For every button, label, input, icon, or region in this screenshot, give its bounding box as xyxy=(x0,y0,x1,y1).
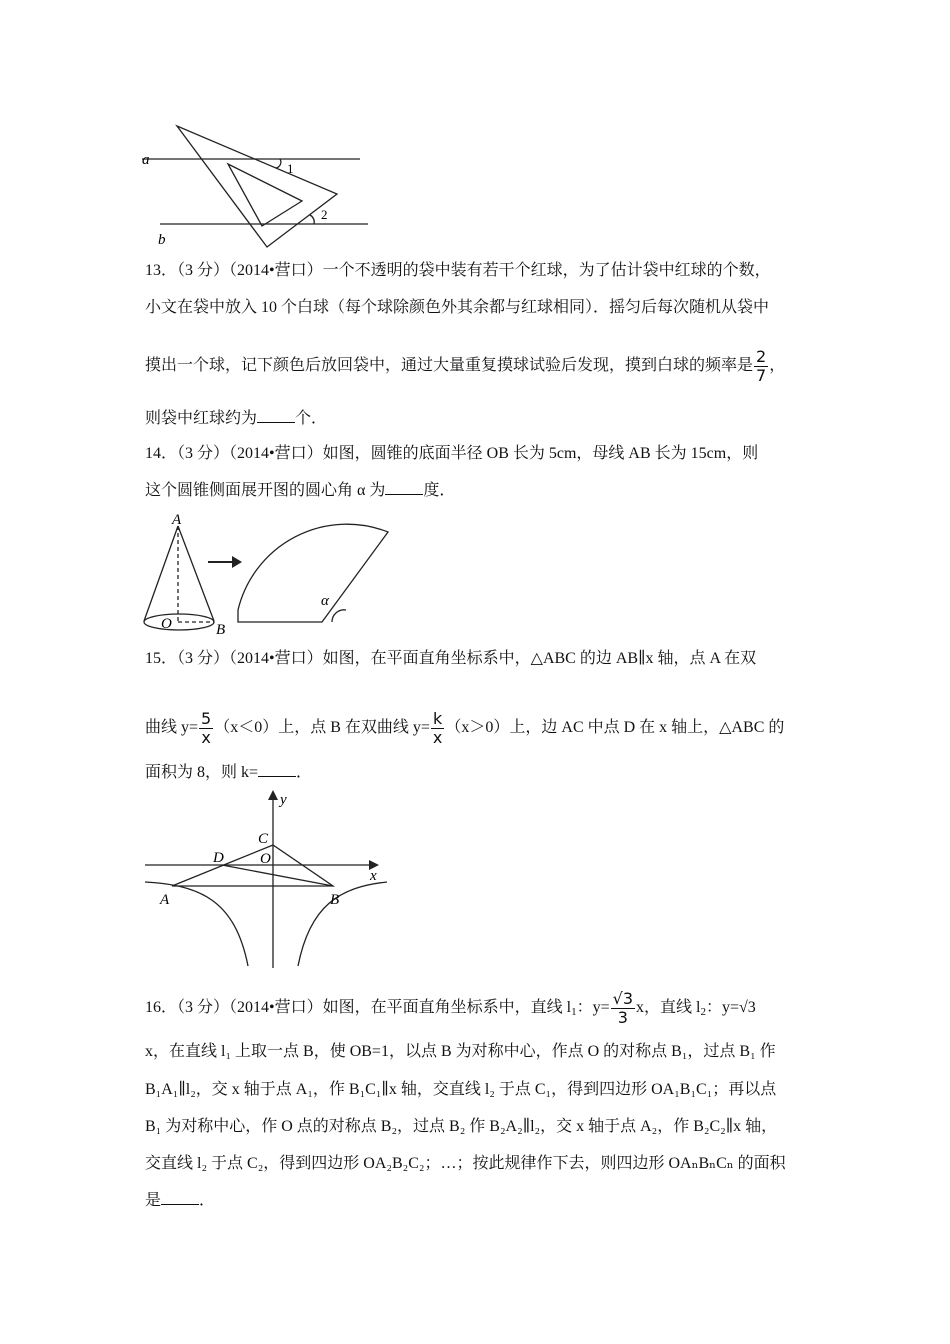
cone-sector-figure xyxy=(130,510,400,640)
q15-line-2: 曲线 y= $\frac{5}{x}$ （x＜0）上，点 B 在双曲线 y= $\frac{k}{x}$ （x＞0）上，边 AC 中点 D 在 x 轴上，△ABC 的 xyxy=(145,709,785,747)
alpha-arc xyxy=(332,610,346,622)
angle-1-arc xyxy=(276,159,281,168)
label-A: A xyxy=(160,892,170,908)
label-y: y xyxy=(280,792,287,808)
right-hyperbola-branch xyxy=(298,882,387,966)
q13-number: 13． xyxy=(145,262,178,279)
label-C: C xyxy=(258,831,269,847)
q15-fraction-1: $\frac{5}{x}$ xyxy=(201,709,212,747)
angle-2-arc xyxy=(310,215,314,224)
label-a: a xyxy=(142,152,150,168)
label-b: b xyxy=(158,232,166,248)
q16-line-5: 交直线 l₂ 于点 C₂，得到四边形 OA₂B₂C₂；…；按此规律作下去，则四边形 OAₙBₙCₙ 的面积 xyxy=(145,1155,786,1172)
outer-triangle xyxy=(177,126,337,247)
hyperbola-triangle-figure xyxy=(140,790,390,970)
q13-text-1: 一个不透明的袋中装有若干个红球，为了估计袋中红球的个数， xyxy=(322,262,771,279)
q16-number: 16． xyxy=(145,999,178,1017)
q13-line-4: 则袋中红球约为 个． xyxy=(145,410,328,427)
q14-number: 14． xyxy=(145,445,178,462)
label-O: O xyxy=(260,851,271,867)
q15-fraction-2: $\frac{k}{x}$ xyxy=(432,709,443,747)
q16-line-4: B₁ 为对称中心，作 O 点的对称点 B₂，过点 B₂ 作 B₂A₂∥l₂，交 x 轴于点 A₂，作 B₂C₂∥x 轴， xyxy=(145,1118,778,1135)
q15-number: 15． xyxy=(145,650,178,667)
label-B: B xyxy=(216,622,226,638)
q13-source: （2014•营口） xyxy=(229,262,323,279)
arrow-head xyxy=(232,556,242,568)
q16-line-1: 16．（3 分）（2014•营口）如图，在平面直角坐标系中，直线 $l_1$：y= $\frac{√3}{3}$ x，直线 $l_2$：y=√3 xyxy=(145,989,756,1027)
label-A: A xyxy=(172,512,182,528)
label-O: O xyxy=(161,616,172,632)
label-1: 1 xyxy=(287,161,294,176)
cone-left-edge xyxy=(144,526,178,621)
label-2: 2 xyxy=(321,207,328,222)
y-axis-arrow xyxy=(268,790,278,800)
answer-blank xyxy=(161,1190,199,1205)
q16-line-2: x，在直线 l₁ 上取一点 B，使 OB=1，以点 B 为对称中心，作点 O 的对称点 B₁，过点 B₁ 作 xyxy=(145,1043,776,1060)
q16-line-6: 是 ． xyxy=(145,1192,216,1209)
q15-line-3: 面积为 8，则 k= ． xyxy=(145,764,313,781)
q13-line-2 xyxy=(145,297,769,319)
answer-blank xyxy=(385,480,423,495)
q13-text-2: 小文在袋中放入 10 个白球（每个球除颜色外其余都与红球相同）．摇匀后每次随机从袋中 xyxy=(145,299,770,316)
q13-score: （3 分） xyxy=(177,262,230,279)
cone-right-edge xyxy=(178,526,214,621)
answer-blank xyxy=(258,762,296,777)
label-x: x xyxy=(370,868,377,884)
q13-line-3: 摸出一个球，记下颜色后放回袋中，通过大量重复摸球试验后发现，摸到白球的频率是 $\frac{2}{7}$ ， xyxy=(145,347,786,385)
q13-text-3: 摸出一个球，记下颜色后放回袋中，通过大量重复摸球试验后发现，摸到白球的频率是 xyxy=(145,357,754,375)
label-alpha: α xyxy=(321,593,329,609)
label-B: B xyxy=(330,892,340,908)
q13-fraction: $\frac{2}{7}$ xyxy=(756,347,767,385)
q16-line-3: B₁A₁∥l₂，交 x 轴于点 A₁，作 B₁C₁∥x 轴，交直线 l₂ 于点 C₁，得到四边形 OA₁B₁C₁；再以点 xyxy=(145,1081,777,1098)
segment-db xyxy=(222,865,333,886)
answer-blank xyxy=(257,408,295,423)
q16-fraction: $\frac{√3}{3}$ xyxy=(612,989,633,1027)
label-D: D xyxy=(213,850,224,866)
q14-line-2: 这个圆锥侧面展开图的圆心角 α 为 度． xyxy=(145,482,456,499)
parallel-lines-triangle-figure xyxy=(130,118,380,253)
q14-line-1: 14．（3 分）（2014•营口）如图，圆锥的底面半径 OB 长为 5cm，母线 AB 长为 15cm，则 xyxy=(145,445,759,462)
q13-line-1 xyxy=(145,260,771,282)
q15-line-1: 15．（3 分）（2014•营口）如图，在平面直角坐标系中，△ABC 的边 AB∥x 轴，点 A 在双 xyxy=(145,650,757,667)
sector xyxy=(238,524,388,622)
